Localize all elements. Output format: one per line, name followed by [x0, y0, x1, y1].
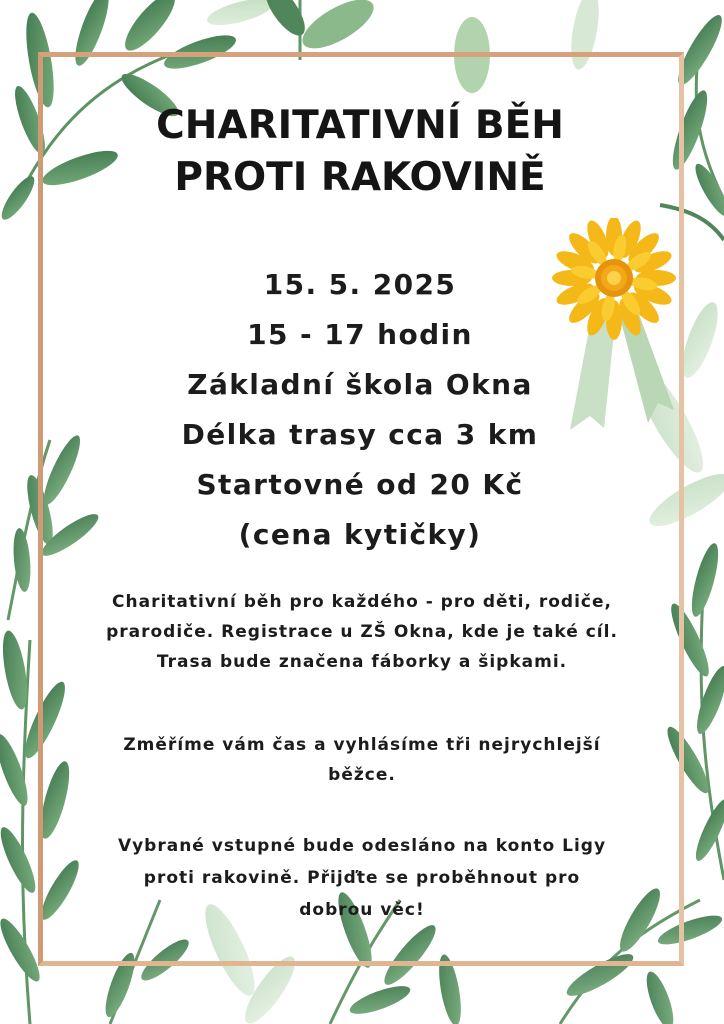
paragraph-line: běžce.	[328, 765, 396, 785]
poster-title	[60, 100, 660, 204]
paragraph-line: Trasa bude značena fáborky a šipkami.	[156, 652, 568, 672]
event-details	[120, 260, 600, 560]
title-line: CHARITATIVNÍ BĚH	[156, 103, 564, 148]
route-length: Délka trasy cca 3 km	[181, 418, 539, 451]
paragraph-line: Charitativní běh pro každého - pro děti, rodiče,	[112, 592, 612, 612]
paragraph-line: prarodiče. Registrace u ZŠ Okna, kde je také cíl.	[106, 622, 618, 642]
event-date: 15. 5. 2025	[263, 268, 457, 301]
paragraph-line: Vybrané vstupné bude odesláno na konto Ligy	[117, 836, 607, 856]
description-paragraph	[70, 587, 654, 677]
title-line: PROTI RAKOVINĚ	[174, 155, 546, 200]
donation-paragraph	[70, 830, 654, 926]
paragraph-line: Změříme vám čas a vyhlásíme tři nejrychlejší	[123, 735, 601, 755]
timing-paragraph	[70, 730, 654, 790]
paragraph-line: proti rakovině. Přijďte se proběhnout pro	[143, 868, 581, 888]
entry-fee-note: (cena kytičky)	[238, 518, 482, 551]
event-time: 15 - 17 hodin	[247, 318, 473, 351]
entry-fee: Startovné od 20 Kč	[196, 468, 524, 501]
paragraph-line: dobrou věc!	[299, 900, 425, 920]
event-venue: Základní škola Okna	[187, 368, 533, 401]
